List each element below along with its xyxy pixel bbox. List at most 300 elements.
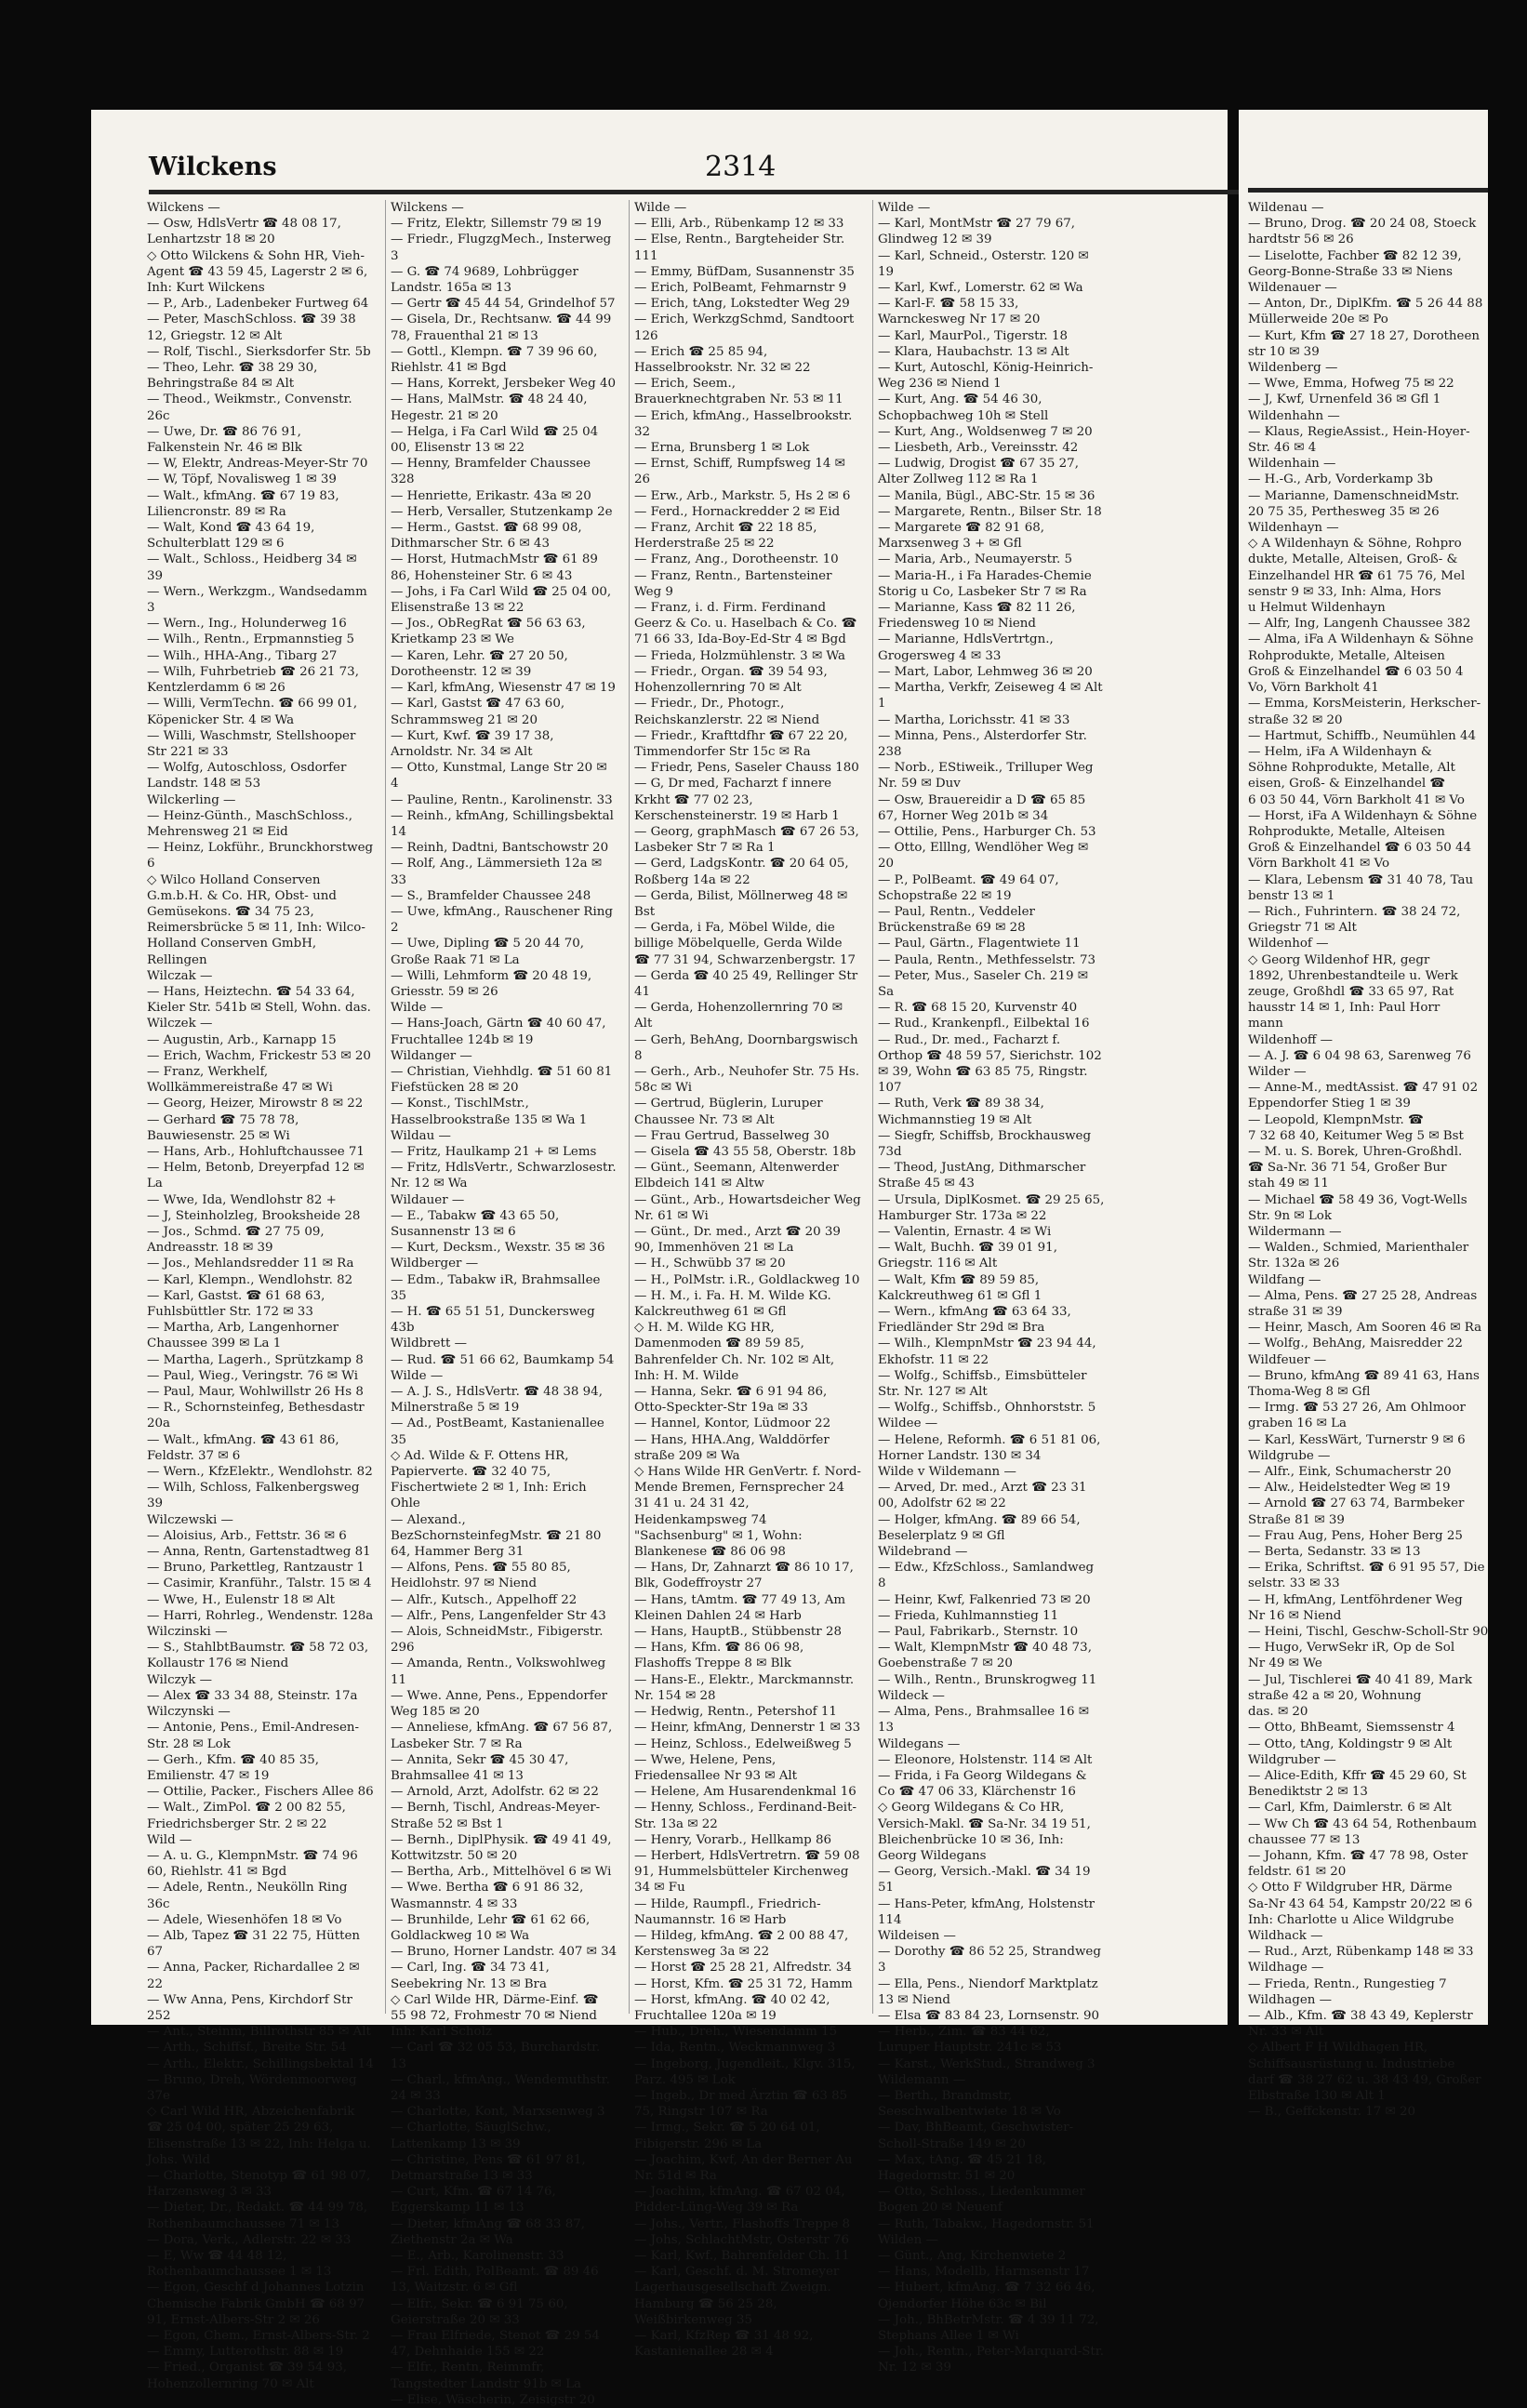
directory-entry: Wildgrube —	[1248, 1448, 1331, 1463]
directory-entry: — Ant., Steinm, Billrothstr 85 ✉ Alt	[147, 2025, 371, 2040]
directory-entry: — Friedr., Krafttdfhr ☎ 67 22 20, Timmendorfer Str 15c ✉ Ra	[634, 728, 848, 759]
directory-entry: — Osw, HdlsVertr ☎ 48 08 17, Lenhartzstr 18 ✉ 20	[147, 217, 341, 247]
directory-entry: Wilczek —	[147, 1017, 213, 1031]
directory-entry: — Horst, Kfm. ☎ 25 31 72, Hamm	[634, 1976, 853, 1991]
directory-entry: — Gerh., Kfm. ☎ 40 85 35, Emilienstr. 47 ✉ 19	[147, 1752, 320, 1783]
directory-entry: — Frau Elfriede, Stenot ☎ 29 54 47, Dehnhaide 155 ✉ 22	[391, 2329, 600, 2360]
directory-entry: — Hans-Joach, Gärtn ☎ 40 60 47, Fruchtallee 124b ✉ 19	[391, 1017, 606, 1047]
directory-entry: — H. ☎ 65 51 51, Dunckersweg 43b	[391, 1305, 595, 1336]
directory-entry: — Otto, Elllng, Wendlöher Weg ✉ 20	[878, 841, 1089, 871]
directory-entry: ◇ Carl Wilde HR, Därme-Einf. ☎ 55 98 72, Frohmestr 70 ✉ Niend Inh: Karl Scholz	[391, 1992, 599, 2040]
directory-entry: — Paul, Fabrikarb., Sternstr. 10	[878, 1625, 1079, 1640]
directory-entry: — Henry, Vorarb., Hellkamp 86	[634, 1832, 832, 1847]
directory-entry: darf ☎ 38 27 62 u. 38 43 49, Großer	[1248, 2072, 1481, 2087]
directory-entry: — Kurt, Ang., Woldsenweg 7 ✉ 20	[878, 424, 1093, 439]
directory-entry: — Hartmut, Schiffb., Neumühlen 44	[1248, 728, 1477, 743]
directory-entry: graben 16 ✉ La	[1248, 1417, 1347, 1431]
directory-entry: — Ella, Pens., Niendorf Marktplatz 13 ✉ Niend	[878, 1976, 1098, 2007]
directory-entry: — Max, tAng. ☎ 45 21 18, Hagedornstr. 51 ✉ 20	[878, 2152, 1046, 2183]
directory-entry: — Augustin, Arb., Karnapp 15	[147, 1032, 337, 1047]
directory-entry: Wilde —	[634, 201, 687, 215]
directory-entry: Eppendorfer Stieg 1 ✉ 39	[1248, 1097, 1411, 1111]
directory-entry: Wild —	[147, 1832, 193, 1847]
directory-entry: Wildbrett —	[391, 1337, 467, 1351]
directory-entry: — Frau Gertrud, Basselweg 30	[634, 1128, 830, 1143]
directory-entry: Nr 16 ✉ Niend	[1248, 1608, 1342, 1623]
directory-entry: Inh: Charlotte u Alice Wildgrube	[1248, 1912, 1454, 1927]
directory-entry: — Helene, Am Husarendenkmal 16	[634, 1785, 856, 1800]
directory-entry: — Margarete, Rentn., Bilser Str. 18	[878, 504, 1102, 519]
directory-entry: — Hans, Arb., Hohluftchaussee 71	[147, 1144, 365, 1159]
directory-entry: — Otto, Schloss., Liedenkummer Bogen 20 ✉ Neuenf	[878, 2185, 1085, 2215]
directory-entry: Str. 9n ✉ Lok	[1248, 1208, 1332, 1223]
directory-entry: — Edw., KfzSchloss., Samlandweg 8	[878, 1561, 1095, 1591]
directory-entry: — Wwe, Ida, Wendlohstr 82 +	[147, 1192, 337, 1207]
directory-entry: — Wern., KfzElektr., Wendlohstr. 82	[147, 1465, 373, 1480]
directory-entry: Wilde —	[391, 1001, 444, 1016]
directory-entry: — Gerh, BehAng, Doornbargswisch 8	[634, 1032, 858, 1063]
directory-entry: — Fritz, Haulkamp 21 + ✉ Lems	[391, 1144, 597, 1159]
directory-entry: — Jul, Tischlerei ☎ 40 41 89, Mark	[1248, 1672, 1473, 1687]
directory-entry: — Joachim, kfmAng. ☎ 67 02 04, Pidder-Lüng-Weg 39 ✉ Ra	[634, 2185, 845, 2215]
directory-entry: — Dora, Verk., Adlerstr. 22 ✉ 33	[147, 2232, 352, 2247]
directory-entry: — Gerh., Arb., Neuhofer Str. 75 Hs. 58c ✉ Wi	[634, 1064, 860, 1096]
directory-entry: — Franz, Archit ☎ 22 18 85, Herderstraße 25 ✉ 22	[634, 521, 817, 552]
directory-entry: — Theod, JustAng, Dithmarscher Straße 45 ✉ 43	[878, 1161, 1086, 1191]
directory-entry: — Friedr., Organ. ☎ 39 54 93, Hohenzollernring 70 ✉ Alt	[634, 664, 828, 696]
directory-entry: — Carl ☎ 32 05 53, Burchardstr. 13	[391, 2041, 601, 2071]
directory-entry: — Elfr., Rentn, Reimmfr, Tangstedter Landstr 91b ✉ La	[391, 2361, 581, 2391]
directory-entry: — Brunhilde, Lehr ☎ 61 62 66, Goldlackweg 10 ✉ Wa	[391, 1912, 591, 1943]
next-page-fragment	[1239, 110, 1489, 2120]
directory-entry: — Anne-M., medtAssist. ☎ 47 91 02	[1248, 1081, 1479, 1096]
directory-entry: — Hildeg, kfmAng. ☎ 2 00 88 47, Kerstensweg 3a ✉ 22	[634, 1928, 849, 1960]
directory-entry: — Günt., Seemann, Altenwerder Elbdeich 141 ✉ Altw	[634, 1161, 839, 1191]
directory-entry: u Helmut Wildenhayn	[1248, 601, 1386, 616]
directory-entry: Griegstr 71 ✉ Alt	[1248, 921, 1357, 936]
directory-entry: Einzelhandel HR ☎ 61 75 76, Mel	[1248, 568, 1466, 583]
directory-entry: — Erika, Schriftst. ☎ 6 91 95 57, Die	[1248, 1561, 1485, 1576]
directory-entry: — Arnold, Arzt, Adolfstr. 62 ✉ 22	[391, 1785, 599, 1800]
directory-entry: — Rud., Krankenpfl., Eilbektal 16	[878, 1017, 1090, 1031]
directory-entry: — Horst ☎ 25 28 21, Alfredstr. 34	[634, 1961, 852, 1976]
directory-entry: — Frieda, Rentn., Rungestieg 7	[1248, 1976, 1447, 1991]
directory-entry: — Johs, i Fa Carl Wild ☎ 25 04 00, Elisenstraße 13 ✉ 22	[391, 584, 612, 616]
directory-entry: — G, Dr med, Facharzt f innere Krkht ☎ 77 02 23, Kerschensteinerstr. 19 ✉ Harb 1	[634, 777, 840, 823]
directory-entry: — Liesbeth, Arb., Vereinsstr. 42	[878, 441, 1079, 456]
directory-entry: — Dieter, kfmAng ☎ 68 33 87, Ziethenstr 2a ✉ Wa	[391, 2216, 586, 2247]
directory-entry: — A. J. ☎ 6 04 98 63, Sarenweg 76	[1248, 1048, 1471, 1063]
directory-entry: — Marianne, HdlsVertrtgn., Grogersweg 4 ✉ 33	[878, 632, 1054, 663]
directory-entry: straße 32 ✉ 20	[1248, 712, 1343, 727]
directory-entry: — Ad., PostBeamt, Kastanienallee 35	[391, 1417, 604, 1447]
next-page-column	[1248, 200, 1527, 2120]
directory-entry: — Marianne, DamenschneidMstr.	[1248, 488, 1460, 503]
directory-entry: — Ww Anna, Pens, Kirchdorf Str 252	[147, 1992, 352, 2023]
directory-entry: — Paula, Rentn., Methfesselstr. 73	[878, 952, 1096, 967]
directory-entry: — Gertr ☎ 45 44 54, Grindelhof 57	[391, 297, 616, 312]
directory-entry: — Bruno, Dreh, Wördenmoorweg 37e	[147, 2072, 357, 2103]
directory-entry: — Paul, Wieg., Veringstr. 76 ✉ Wi	[147, 1368, 359, 1383]
directory-entry: — Wern., Werkzgm., Wandsedamm 3	[147, 584, 367, 616]
directory-entry: Wilckens —	[147, 201, 220, 215]
directory-entry: Wilden —	[878, 2232, 938, 2247]
directory-entry: — H., Schwübb 37 ✉ 20	[634, 1257, 786, 1271]
directory-entry: Wildemann —	[878, 2072, 966, 2087]
directory-entry: Söhne Rohprodukte, Metalle, Alt	[1248, 761, 1455, 776]
directory-entry: Straße 81 ✉ 39	[1248, 1512, 1345, 1527]
directory-entry: — Willi, Lehmform ☎ 20 48 19, Griesstr. 59 ✉ 26	[391, 968, 592, 999]
directory-entry: — Curt, Kfm. ☎ 67 14 76, Eggerskamp 11 ✉ 13	[391, 2185, 556, 2215]
directory-entry: — Uwe, Dr. ☎ 86 76 91, Falkenstein Nr. 46 ✉ Blk	[147, 424, 302, 456]
directory-entry: ◇ Georg Wildenhof HR, gegr	[1248, 952, 1430, 967]
directory-entry: — Ottilie, Pens., Harburger Ch. 53	[878, 824, 1096, 839]
directory-entry: — Fried., Organist ☎ 39 54 93, Hohenzollernring 70 ✉ Alt	[147, 2361, 348, 2391]
directory-entry: — Alfr, Ing, Langenh Chaussee 382	[1248, 617, 1471, 632]
directory-entry: — Hans, Korrekt, Jersbeker Weg 40	[391, 377, 616, 392]
directory-entry: Wilczynski —	[147, 1705, 231, 1720]
directory-entry: — Ida, Rentn., Weckmannweg 3	[634, 2041, 836, 2055]
directory-entry: — Edm., Tabakw iR, Brahmsallee 35	[391, 1272, 601, 1303]
directory-entry: — Emmy, Lutterothstr. 88 ✉ 19	[147, 2345, 344, 2360]
directory-entry: — Hans, HauptB., Stübbenstr 28	[634, 1625, 842, 1640]
directory-entry: — Bruno, kfmAng ☎ 89 41 63, Hans	[1248, 1368, 1480, 1383]
directory-entry: — Bruno, Drog. ☎ 20 24 08, Stoeck	[1248, 217, 1477, 232]
directory-entry: — Pauline, Rentn., Karolinenstr. 33	[391, 792, 613, 807]
directory-entry: — H. M., i. Fa. H. M. Wilde KG. Kalckreuthweg 61 ✉ Gfl	[634, 1288, 831, 1320]
directory-entry: ☎ Sa-Nr. 36 71 54, Großer Bur	[1248, 1161, 1447, 1176]
directory-entry: — Hannel, Kontor, Lüdmoor 22	[634, 1417, 831, 1431]
directory-entry: — Alb., Kfm. ☎ 38 43 49, Keplerstr	[1248, 2008, 1473, 2023]
directory-entry: — Heini, Tischl, Geschw-Scholl-Str 90	[1248, 1625, 1489, 1640]
directory-entry: — Wolfg., Schiffsb., Ohnhorststr. 5	[878, 1401, 1096, 1416]
directory-entry: Wilczewski —	[147, 1512, 233, 1527]
directory-entry: ◇ Hans Wilde HR GenVertr. f. Nord-Mende Bremen, Fernsprecher 24 31 41 u. 24 31 42, Heidenkampsweg 74 "Sachsenburg" ✉ 1, Wohn: Blankenese ☎ 86 06 98	[634, 1465, 861, 1560]
directory-entry: ◇ Otto F Wildgruber HR, Därme	[1248, 1881, 1453, 1896]
directory-entry: 7 32 68 40, Keitumer Weg 5 ✉ Bst	[1248, 1128, 1464, 1143]
directory-entry: — Frau Aug, Pens, Hoher Berg 25	[1248, 1528, 1463, 1543]
directory-entry: — Hub., Dreh., Wiesendamm 15	[634, 2025, 838, 2040]
directory-entry: — Franz, Ang., Dorotheenstr. 10	[634, 552, 839, 567]
directory-entry: — Martha, Lorichsstr. 41 ✉ 33	[878, 712, 1070, 727]
directory-entry: — Rud. ☎ 51 66 62, Baumkamp 54	[391, 1352, 615, 1367]
directory-entry: — J, Steinholzleg, Brooksheide 28	[147, 1208, 361, 1223]
directory-entry: Wilde —	[878, 201, 931, 215]
directory-entry: ◇ Georg Wildegans & Co HR, Versich-Makl. ☎ Sa-Nr. 34 19 51, Bleichenbrücke 10 ✉ 36, Inh: Georg Wildegans	[878, 1801, 1091, 1863]
directory-entry: — Walt., Schloss., Heidberg 34 ✉ 39	[147, 552, 357, 583]
directory-entry: — P., PolBeamt. ☎ 49 64 07, Schopstraße 22 ✉ 19	[878, 872, 1059, 903]
directory-entry: — J, Kwf, Urnenfeld 36 ✉ Gfl 1	[1248, 392, 1441, 407]
directory-entry: — Heinz-Günth., MaschSchloss., Mehrensweg 21 ✉ Eid	[147, 808, 353, 839]
directory-entry: — Otto, BhBeamt, Siemssenstr 4	[1248, 1721, 1455, 1736]
directory-entry: — Otto, tAng, Koldingstr 9 ✉ Alt	[1248, 1736, 1453, 1751]
directory-entry: — Holger, kfmAng. ☎ 89 66 54, Beselerplatz 9 ✉ Gfl	[878, 1512, 1081, 1543]
directory-entry: — Erich, Seem., Brauerknechtgraben Nr. 53 ✉ 11	[634, 377, 843, 407]
directory-entry: Nr 49 ✉ We	[1248, 1656, 1322, 1671]
directory-entry: — Wern., Ing., Holunderweg 16	[147, 617, 347, 632]
directory-entry: — Kurt, Autoschl, König-Heinrich-Weg 236 ✉ Niend 1	[878, 361, 1094, 392]
directory-entry: — Minna, Pens., Alsterdorfer Str. 238	[878, 728, 1087, 759]
directory-entry: — Herb, Versaller, Stutzenkamp 2e	[391, 504, 613, 519]
directory-entry: — Erich, WerkzgSchmd, Sandtoort 126	[634, 313, 855, 343]
directory-entry: — Aloisius, Arb., Fettstr. 36 ✉ 6	[147, 1528, 347, 1543]
directory-entry: — Horst, kfmAng. ☎ 40 02 42, Fruchtallee 120a ✉ 19	[634, 1992, 830, 2023]
directory-entry: ◇ A Wildenhayn & Söhne, Rohpro	[1248, 537, 1462, 552]
directory-entry: — Paul, Maur, Wohlwillstr 26 Hs 8	[147, 1385, 364, 1400]
directory-entry: — Karl, MaurPol., Tigerstr. 18	[878, 328, 1068, 343]
directory-entry: Wildfang —	[1248, 1272, 1321, 1287]
directory-entry: — Charlotte, SäuglSchw., Lattenkamp 13 ✉ 39	[391, 2121, 551, 2151]
directory-entry: Wildenberg —	[1248, 361, 1338, 376]
directory-entry: — Günt., Arb., Howartsdeicher Weg Nr. 61 ✉ Wi	[634, 1192, 861, 1223]
directory-entry: — Leopold, KlempnMstr. ☎	[1248, 1112, 1424, 1127]
directory-entry: — Jos., Schmd. ☎ 27 75 09, Andreasstr. 18 ✉ 39	[147, 1225, 325, 1256]
directory-entry: — Karl, Kwf., Bahrenfelder Ch. 11	[634, 2249, 850, 2263]
directory-entry: — Karl, KfzRep ☎ 31 48 92, Kastanienallee 28 ✉ 4	[634, 2329, 814, 2360]
directory-entry: — Frieda, Holzmühlenstr. 3 ✉ Wa	[634, 648, 845, 663]
directory-entry: — Rolf, Ang., Lämmersieth 12a ✉ 33	[391, 857, 603, 887]
directory-entry: — Joh., Rentn., Peter-Marquard-Str. Nr. 12 ✉ 39	[878, 2345, 1104, 2375]
directory-entry: — Elfr., Sekr. ☎ 6 91 75 60, Geierstraße 20 ✉ 33	[391, 2296, 568, 2327]
directory-entry: — Karl, Schneid., Osterstr. 120 ✉ 19	[878, 248, 1089, 279]
directory-entry: — Hans, Kfm. ☎ 86 06 98, Flashoffs Treppe 8 ✉ Blk	[634, 1641, 804, 1671]
directory-entry: — Konst., TischlMstr., Hasselbrookstraße 135 ✉ Wa 1	[391, 1097, 588, 1127]
directory-entry: Nr. 33 ✉ Alt	[1248, 2025, 1324, 2040]
directory-entry: — Arved, Dr. med., Arzt ☎ 23 31 00, Adolfstr 62 ✉ 22	[878, 1481, 1087, 1511]
directory-entry: — Erich, tAng, Lokstedter Weg 29	[634, 297, 850, 312]
directory-entry: — A. u. G., KlempnMstr. ☎ 74 96 60, Riehlstr. 41 ✉ Bgd	[147, 1848, 358, 1880]
directory-entry: — Henriette, Erikastr. 43a ✉ 20	[391, 488, 591, 503]
directory-entry: — Martha, Lagerh., Sprützkamp 8	[147, 1352, 364, 1367]
directory-entry: — Martha, Verkfr, Zeiseweg 4 ✉ Alt 1	[878, 681, 1103, 712]
directory-entry: — Gerd, LadgsKontr. ☎ 20 64 05, Roßberg 14a ✉ 22	[634, 857, 849, 887]
directory-entry: Wildenhahn —	[1248, 408, 1340, 423]
directory-entry: — Anneliese, kfmAng. ☎ 67 56 87, Lasbeker Str. 7 ✉ Ra	[391, 1721, 613, 1751]
directory-entry: — Karl, Klempn., Wendlohstr. 82	[147, 1272, 353, 1287]
directory-entry: mann	[1248, 1017, 1283, 1031]
directory-entry: eisen, Groß- & Einzelhandel ☎	[1248, 777, 1446, 792]
directory-entry: — Paul, Gärtn., Flagentwiete 11	[878, 937, 1081, 951]
directory-entry: — Elli, Arb., Rübenkamp 12 ✉ 33	[634, 217, 844, 232]
directory-entry: Wildhage —	[1248, 1961, 1324, 1976]
page-header	[149, 153, 1283, 190]
directory-entry: zeuge, Großhdl ☎ 33 65 97, Rat	[1248, 984, 1454, 999]
directory-entry: — Rolf, Tischl., Sierksdorfer Str. 5b	[147, 344, 371, 359]
directory-entry: — Helene, Reformh. ☎ 6 51 81 06, Horner Landstr. 130 ✉ 34	[878, 1432, 1101, 1463]
directory-entry: — R., Schornsteinfeg, Bethesdastr 20a	[147, 1401, 365, 1431]
directory-entry: — Karl, Kwf., Lomerstr. 62 ✉ Wa	[878, 281, 1083, 296]
directory-entry: — Wilh., Rentn., Brunskrogweg 11	[878, 1672, 1097, 1687]
directory-entry: — Walt., ZimPol. ☎ 2 00 82 55, Friedrichsberger Str. 2 ✉ 22	[147, 1801, 346, 1831]
directory-entry: — Alexand., BezSchornsteinfegMstr. ☎ 21 80 64, Hammer Berg 31	[391, 1512, 602, 1560]
directory-entry: — Arth., Schiffsf., Breite Str. 54	[147, 2041, 347, 2055]
directory-entry: — Berta, Sedanstr. 33 ✉ 13	[1248, 1545, 1421, 1560]
directory-entry: — Egon, Geschf d Johannes Lotzin Chemische Fabrik GmbH ☎ 68 97 91, Ernst-Albers-Str 2 ✉ 26	[147, 2281, 365, 2327]
directory-entry: Müllerweide 20e ✉ Po	[1248, 313, 1388, 327]
directory-entry: Groß & Einzelhandel ☎ 6 03 50 44	[1248, 841, 1472, 856]
directory-entry: — Ruth, Tabakw., Hagedornstr. 51	[878, 2216, 1095, 2231]
directory-entry: — Erich ☎ 25 85 94, Hasselbrookstr. Nr. 32 ✉ 22	[634, 344, 811, 376]
directory-entry: — Wilh., KlempnMstr ☎ 23 94 44, Ekhofstr. 11 ✉ 22	[878, 1337, 1096, 1367]
directory-entry: — Friedr, Pens, Saseler Chauss 180	[634, 761, 859, 776]
directory-entry: Wilczak —	[147, 968, 213, 983]
directory-entry: Wildgruber —	[1248, 1752, 1336, 1767]
directory-entry: — Hedwig, Rentn., Petershof 11	[634, 1705, 837, 1720]
directory-entry: — Klaus, RegieAssist., Hein-Hoyer-	[1248, 424, 1470, 439]
directory-entry: straße 31 ✉ 39	[1248, 1305, 1343, 1320]
directory-entry: — Wwe. Anne, Pens., Eppendorfer Weg 185 ✉ 20	[391, 1688, 608, 1720]
directory-column-1	[147, 200, 374, 2391]
directory-entry: — Henny, Schloss., Ferdinand-Beit-Str. 13a ✉ 22	[634, 1801, 856, 1831]
directory-entry: Wildeisen —	[878, 1928, 956, 1943]
directory-entry: — H., PolMstr. i.R., Goldlackweg 10	[634, 1272, 860, 1287]
directory-entry: — S., StahlbtBaumstr. ☎ 58 72 03, Kollaustr 176 ✉ Niend	[147, 1641, 369, 1671]
directory-entry: — Hilde, Raumpfl., Friedrich-Naumannstr. 16 ✉ Harb	[634, 1896, 821, 1927]
directory-entry: — Walt., kfmAng. ☎ 67 19 83, Liliencronstr. 89 ✉ Ra	[147, 488, 339, 519]
directory-entry: — Ottilie, Packer., Fischers Allee 86	[147, 1785, 374, 1800]
directory-entry: — Irmg. ☎ 53 27 26, Am Ohlmoor	[1248, 1401, 1466, 1416]
directory-entry: — A. J. S., HdlsVertr. ☎ 48 38 94, Milnerstraße 5 ✉ 19	[391, 1385, 603, 1416]
directory-column-4	[872, 200, 1105, 2375]
directory-entry: Wildee —	[878, 1417, 938, 1431]
directory-entry: straße 42 a ✉ 20, Wohnung	[1248, 1688, 1422, 1703]
directory-entry: — Erich, PolBeamt, Fehmarnstr 9	[634, 281, 847, 296]
directory-entry: — Gerda, Bilist, Möllnerweg 48 ✉ Bst	[634, 888, 848, 919]
directory-entry: — Gerda ☎ 40 25 49, Rellinger Str 41	[634, 968, 858, 999]
directory-entry: — Eleonore, Holstenstr. 114 ✉ Alt	[878, 1752, 1093, 1767]
directory-entry: Wildhagen —	[1248, 1992, 1333, 2007]
directory-entry: — Dorothy ☎ 86 52 25, Strandweg 3	[878, 1945, 1101, 1976]
directory-entry: — Egon, Chem., Ernst-Albers-Str. 2	[147, 2329, 370, 2344]
directory-entry: — Amanda, Rentn., Volkswohlweg 11	[391, 1656, 606, 1687]
directory-entry: Wildau —	[391, 1128, 451, 1143]
directory-entry: — P., Arb., Ladenbeker Furtweg 64	[147, 297, 369, 312]
directory-entry: — Erna, Brunsberg 1 ✉ Lok	[634, 441, 810, 456]
directory-entry: — Heinr, Masch, Am Sooren 46 ✉ Ra	[1248, 1321, 1482, 1336]
directory-entry: Vörn Barkholt 41 ✉ Vo	[1248, 857, 1390, 871]
directory-entry: — Gerda, i Fa, Möbel Wilde, die billige Möbelquelle, Gerda Wilde ☎ 77 31 94, Schwarzenbergstr. 17	[634, 921, 856, 967]
directory-entry: Sa-Nr 43 64 54, Kampstr 20/22 ✉ 6	[1248, 1896, 1473, 1911]
directory-entry: — Gisela, Dr., Rechtsanw. ☎ 44 99 78, Frauenthal 21 ✉ 13	[391, 313, 612, 343]
directory-entry: — Franz, Rentn., Bartensteiner Weg 9	[634, 568, 832, 599]
directory-entry: — Hans, tAmtm. ☎ 77 49 13, Am Kleinen Dahlen 24 ✉ Harb	[634, 1592, 846, 1623]
directory-entry: — Christian, Viehhdlg. ☎ 51 60 81 Fiefstücken 28 ✉ 20	[391, 1064, 613, 1096]
directory-entry: — Carl, Kfm, Daimlerstr. 6 ✉ Alt	[1248, 1801, 1452, 1816]
directory-entry: — Frl. Edith, PolBeamt. ☎ 89 46 13, Waitzstr. 6 ✉ Gfl	[391, 2265, 599, 2295]
directory-entry: — Paul, Rentn., Veddeler Brückenstraße 69 ✉ 28	[878, 904, 1035, 936]
directory-entry: — Elsa ☎ 83 84 23, Lornsenstr. 90	[878, 2008, 1100, 2023]
directory-entry: ◇ Albert F H Wildhagen HR,	[1248, 2041, 1428, 2055]
directory-entry: — Hanna, Sekr. ☎ 6 91 94 86, Otto-Speckter-Str 19a ✉ 33	[634, 1385, 828, 1416]
directory-entry: — Marianne, Kass ☎ 82 11 26, Friedensweg 10 ✉ Niend	[878, 601, 1076, 632]
directory-entry: — Karl, Geschf. d. M. Stromeyer Lagerhausgesellschaft Zweign. Hamburg ☎ 56 25 28, Weißbirkenweg 35	[634, 2265, 840, 2327]
directory-entry: Wildfeuer —	[1248, 1352, 1327, 1367]
directory-entry: — Alice-Edith, Kffr ☎ 45 29 60, St	[1248, 1768, 1467, 1783]
directory-entry: — Günt., Ang, Kirchenwiete 2	[878, 2249, 1067, 2263]
directory-entry: — Maria-H., i Fa Harades-Chemie Storig u Co, Lasbeker Str 7 ✉ Ra	[878, 568, 1092, 599]
directory-entry: — Gertrud, Büglerin, Luruper Chaussee Nr. 73 ✉ Alt	[634, 1097, 823, 1127]
directory-entry: — Alb, Tapez ☎ 31 22 75, Hütten 67	[147, 1928, 361, 1960]
directory-entry: — Ingeb., Dr med Ärztin ☎ 63 85 75, Ringstr 107 ✉ Ra	[634, 2088, 848, 2120]
directory-entry: — Bertha, Arb., Mittelhövel 6 ✉ Wi	[391, 1865, 612, 1880]
directory-entry: Elbstraße 130 ✉ Alt 1	[1248, 2088, 1386, 2103]
page-number: 2314	[705, 151, 777, 183]
directory-entry: Wilde —	[391, 1368, 444, 1383]
directory-entry: — Franz, i. d. Firm. Ferdinand Geerz & Co. u. Haselbach & Co. ☎ 71 66 33, Ida-Boy-Ed-Str 4 ✉ Bgd	[634, 601, 857, 647]
directory-entry: — Bernh., DiplPhysik. ☎ 49 41 49, Kottwitzstr. 50 ✉ 20	[391, 1832, 612, 1863]
directory-entry: — Annita, Sekr ☎ 45 30 47, Brahmsallee 41 ✉ 13	[391, 1752, 569, 1783]
directory-entry: — Maria, Arb., Neumayerstr. 5	[878, 552, 1072, 567]
directory-entry: — E., Arb., Karolinenstr. 33	[391, 2249, 564, 2263]
directory-entry: 1892, Uhrenbestandteile u. Werk	[1248, 968, 1458, 983]
directory-entry: — Gerda, Hohenzollernring 70 ✉ Alt	[634, 1001, 843, 1031]
directory-entry: — G. ☎ 74 9689, Lohbrügger Landstr. 165a ✉ 13	[391, 264, 578, 296]
directory-entry: — Gerhard ☎ 75 78 78, Bauwiesenstr. 25 ✉ Wi	[147, 1112, 299, 1143]
directory-entry: — Wern., kfmAng ☎ 63 64 33, Friedländer Str 29d ✉ Bra	[878, 1305, 1071, 1336]
directory-entry: — Casimir, Kranführ., Talstr. 15 ✉ 4	[147, 1577, 372, 1591]
directory-entry: — Dieter, Dr., Redakt. ☎ 44 99 78, Rothenbaumchaussee 71 ✉ 13	[147, 2201, 368, 2231]
directory-entry: — Fritz, Elektr, Sillemstr 79 ✉ 19	[391, 217, 602, 232]
directory-entry: — Ruth, Verk ☎ 89 38 34, Wichmannstieg 19 ✉ Alt	[878, 1097, 1044, 1127]
directory-entry: — Johs., Vertr., Flashoffs Treppe 8	[634, 2216, 851, 2231]
directory-entry: — Rich., Fuhrintern. ☎ 38 24 72,	[1248, 904, 1461, 919]
directory-entry: — Karl, Gastst. ☎ 61 68 63, Fuhlsbüttler Str. 172 ✉ 33	[147, 1288, 325, 1320]
directory-entry: — Wwe, H., Eulenstr 18 ✉ Alt	[147, 1592, 336, 1607]
directory-entry: — E., Tabakw ☎ 43 65 50, Susannenstr 13 ✉ 6	[391, 1208, 560, 1239]
directory-entry: — Alw., Heidelstedter Weg ✉ 19	[1248, 1481, 1451, 1496]
directory-entry: — Alfr., Eink, Schumacherstr 20	[1248, 1465, 1452, 1480]
directory-entry: Wildenhof —	[1248, 937, 1329, 951]
directory-entry: — Karl, KessWärt, Turnerstr 9 ✉ 6	[1248, 1432, 1466, 1447]
directory-entry: — Arth., Elektr., Schillingsbektal 14	[147, 2056, 374, 2071]
directory-entry: — Karst., WerkStud., Strandweg 3	[878, 2056, 1095, 2071]
directory-entry: — Wilh., Rentn., Erpmannstieg 5	[147, 632, 355, 647]
directory-entry: — Alma, Pens. ☎ 27 25 28, Andreas	[1248, 1288, 1478, 1303]
directory-entry: — Ww Ch ☎ 43 64 54, Rothenbaum	[1248, 1816, 1477, 1831]
directory-entry: — Reinh, Dadtni, Bantschowstr 20	[391, 841, 609, 856]
directory-column-2	[385, 200, 617, 2407]
directory-entry: — Johann, Kfm. ☎ 47 78 98, Oster	[1248, 1848, 1468, 1863]
directory-entry: — Ursula, DiplKosmet. ☎ 29 25 65, Hamburger Str. 173a ✉ 22	[878, 1192, 1105, 1223]
directory-entry: Wildenau —	[1248, 201, 1324, 215]
directory-entry: — Hans-Peter, kfmAng, Holstenstr 114	[878, 1896, 1095, 1927]
directory-entry: — Osw, Brauereidir a D ☎ 65 85 67, Horner Weg 201b ✉ 34	[878, 792, 1086, 823]
directory-entry: — Georg, Heizer, Mirowstr 8 ✉ 22	[147, 1097, 364, 1111]
directory-entry: — H.-G., Arb, Vorderkamp 3b	[1248, 472, 1433, 487]
directory-entry: Wildanger —	[391, 1048, 472, 1063]
directory-entry: Wilder —	[1248, 1064, 1307, 1079]
directory-entry: Wilczinski —	[147, 1625, 228, 1640]
directory-entry: — Wolfg., BehAng, Maisredder 22	[1248, 1337, 1463, 1351]
directory-entry: Wildenhain —	[1248, 457, 1336, 472]
directory-entry: — Helga, i Fa Carl Wild ☎ 25 04 00, Elisenstr 13 ✉ 22	[391, 424, 599, 456]
directory-entry: — Jos., Mehlandsredder 11 ✉ Ra	[147, 1257, 354, 1271]
directory-entry: — Ernst, Schiff, Rumpfsweg 14 ✉ 26	[634, 457, 845, 487]
directory-entry: — Wilh, Schloss, Falkenbergsweg 39	[147, 1481, 360, 1511]
directory-entry: — Anton, Dr., DiplKfm. ☎ 5 26 44 88	[1248, 297, 1483, 312]
directory-entry: — Charl., kfmAng., Wendemuthstr. 24 ✉ 33	[391, 2072, 610, 2103]
directory-entry: 6 03 50 44, Vörn Barkholt 41 ✉ Vo	[1248, 792, 1465, 807]
directory-entry: — Ferd., Hornackredder 2 ✉ Eid	[634, 504, 841, 519]
directory-entry: — Erich, kfmAng., Hasselbrookstr. 32	[634, 408, 853, 439]
directory-entry: — R. ☎ 68 15 20, Kurvenstr 40	[878, 1001, 1078, 1016]
directory-entry: — Hubert, kfmAng. ☎ 7 32 66 46, Ojendorfer Höhe 63c ✉ Bil	[878, 2281, 1095, 2311]
directory-entry: — Carl, Ing. ☎ 34 73 41, Seebekring Nr. 13 ✉ Bra	[391, 1961, 550, 1991]
directory-entry: — Harri, Rohrleg., Wendenstr. 128a	[147, 1608, 374, 1623]
directory-entry: — W, Töpf, Novalisweg 1 ✉ 39	[147, 472, 337, 487]
directory-entry: — Bruno, Parkettleg, Rantzaustr 1	[147, 1561, 365, 1576]
directory-entry: — Jos., ObRegRat ☎ 56 63 63, Krietkamp 23 ✉ We	[391, 617, 586, 647]
